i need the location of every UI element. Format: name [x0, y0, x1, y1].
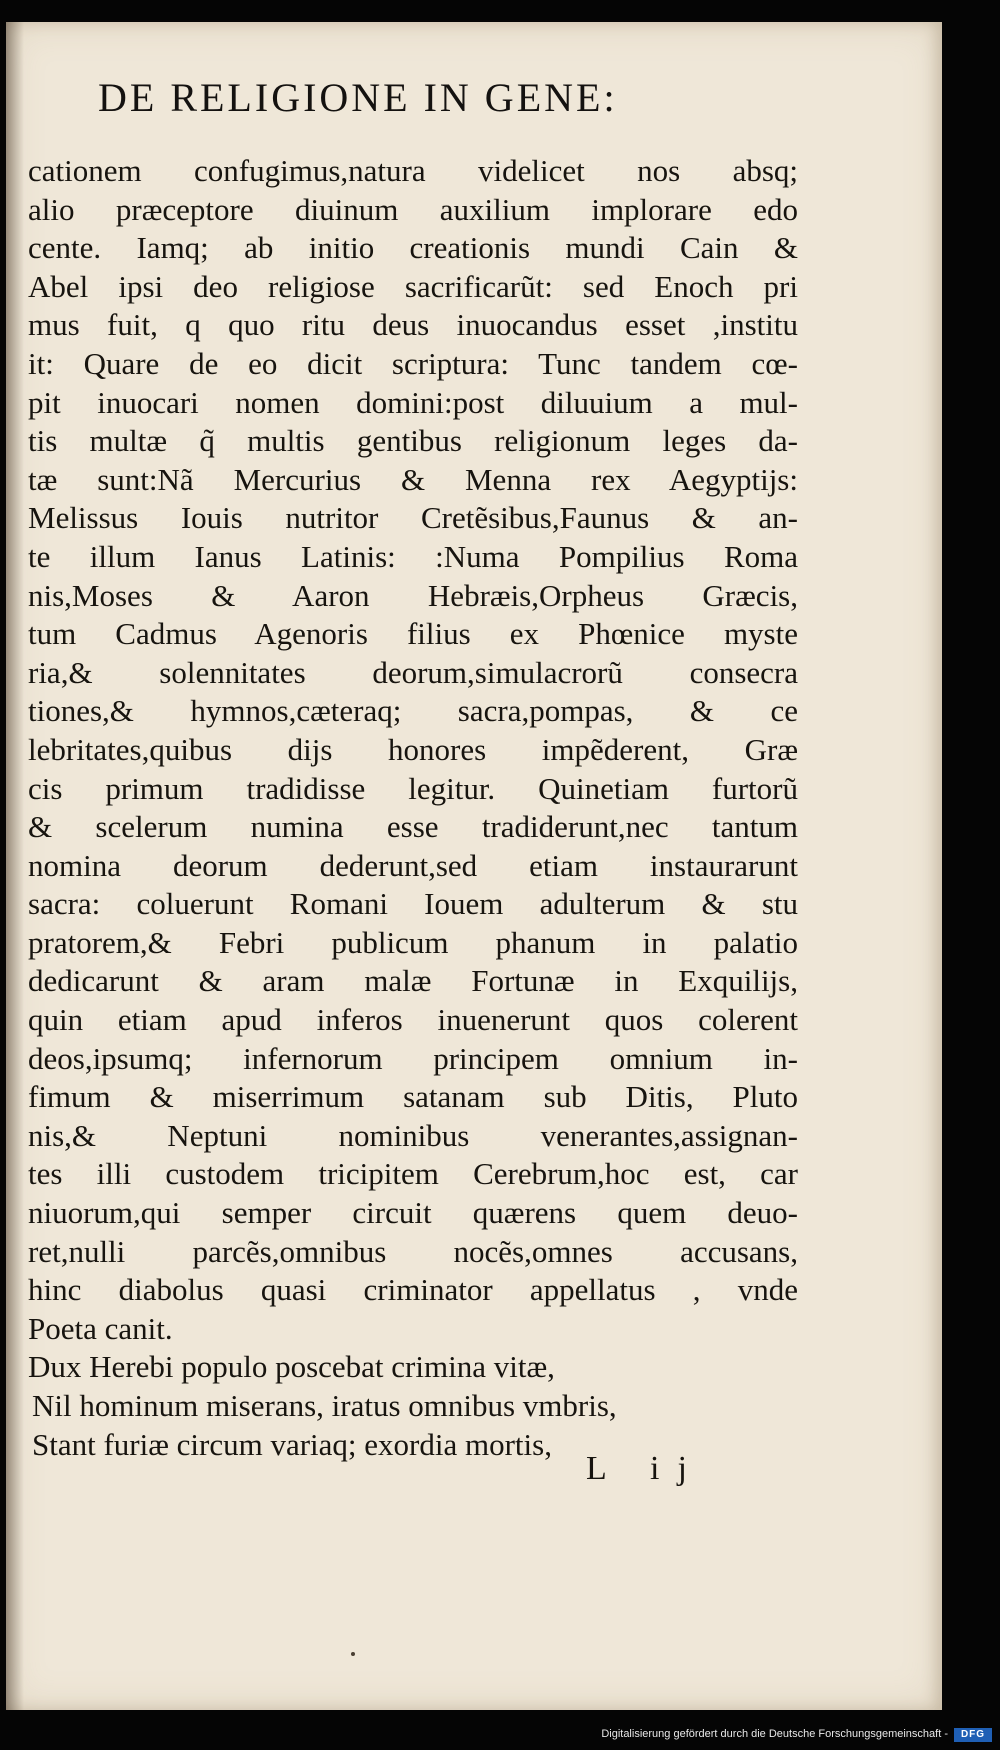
text-line: Poeta canit.: [28, 1310, 173, 1346]
text-line: fimum & miserrimum satanam sub Ditis, Pluto: [28, 1079, 798, 1115]
text-line: & scelerum numina esse tradiderunt,nec tantum: [28, 809, 798, 845]
text-line: cis primum tradidisse legitur. Quinetiam furtorũ: [28, 770, 798, 806]
text-line: tiones,& hymnos,cæteraq; sacra,pompas, & ce: [28, 693, 798, 729]
verse-line: Stant furiæ circum variaq; exordia mortis,: [32, 1426, 552, 1462]
text-line: mus fuit, q quo ritu deus inuocandus esset ,institu: [28, 307, 798, 343]
text-line: pratorem,& Febri publicum phanum in palatio: [28, 924, 798, 960]
text-line: Melissus Iouis nutritor Cretẽsibus,Faunus & an-: [28, 500, 798, 536]
text-line: dedicarunt & aram malæ Fortunæ in Exquilijs,: [28, 963, 798, 999]
text-line: hinc diabolus quasi criminator appellatus , vnde: [28, 1272, 798, 1308]
verse-line: Nil hominum miserans, iratus omnibus vmbris,: [32, 1388, 617, 1423]
running-head: DE RELIGIONE IN GENE:: [98, 75, 618, 120]
text-line: tæ sunt:Nã Mercurius & Menna rex Aegyptijs:: [28, 461, 798, 497]
verse-line: Dux Herebi populo poscebat crimina vitæ,: [28, 1349, 555, 1385]
text-line: pit inuocari nomen domini:post diluuium a mul-: [28, 384, 798, 420]
text-line: cente. Iamq; ab initio creationis mundi Cain &: [28, 230, 798, 266]
text-line: tis multæ q̃ multis gentibus religionum leges da-: [28, 423, 798, 459]
text-line: tum Cadmus Agenoris filius ex Phœnice myste: [28, 616, 798, 652]
text-line: nis,Moses & Aaron Hebræis,Orpheus Græcis,: [28, 577, 798, 613]
text-line: quin etiam apud inferos inuenerunt quos colerent: [28, 1002, 798, 1038]
body-text: [28, 152, 798, 1464]
text-line: tes illi custodem tricipitem Cerebrum,hoc est, car: [28, 1156, 798, 1192]
digitization-credit: Digitalisierung gefördert durch die Deutsche Forschungsgemeinschaft -: [601, 1728, 948, 1740]
text-line: ria,& solennitates deorum,simulacrorũ consecra: [28, 654, 798, 690]
ink-speck: [351, 1652, 355, 1656]
text-line: ret,nulli parcẽs,omnibus nocẽs,omnes accusans,: [28, 1233, 798, 1269]
signature-mark: L ij: [586, 1450, 705, 1487]
text-line: lebritates,quibus dijs honores impẽderent, Græ: [28, 731, 798, 767]
text-line: nis,& Neptuni nominibus venerantes,assignan-: [28, 1117, 798, 1153]
text-line: niuorum,qui semper circuit quærens quem deuo-: [28, 1195, 798, 1231]
text-line: nomina deorum dederunt,sed etiam instaurarunt: [28, 847, 798, 883]
dfg-logo: DFG: [954, 1728, 992, 1742]
text-line: alio præceptore diuinum auxilium implorare edo: [28, 191, 798, 227]
text-line: sacra: coluerunt Romani Iouem adulterum & stu: [28, 886, 798, 922]
text-line: te illum Ianus Latinis: :Numa Pompilius Roma: [28, 538, 798, 574]
text-line: it: Quare de eo dicit scriptura: Tunc tandem cœ-: [28, 345, 798, 381]
text-line: Abel ipsi deo religiose sacrificarũt: sed Enoch pri: [28, 268, 798, 304]
book-page: [6, 22, 942, 1710]
text-line: cationem confugimus,natura videlicet nos absq;: [28, 153, 798, 188]
text-line: deos,ipsumq; infernorum principem omnium in-: [28, 1040, 798, 1076]
